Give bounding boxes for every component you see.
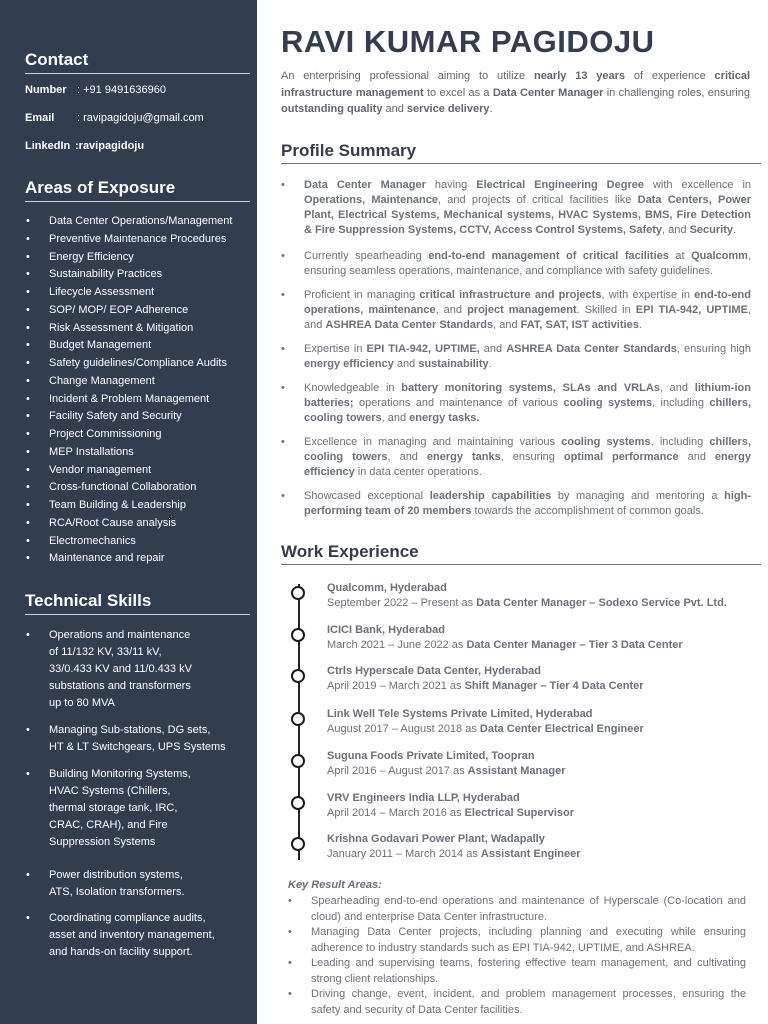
job-period: September 2022 – Present as [327,597,477,609]
area-item: • Cross-functional Collaboration [25,479,253,497]
technical-skill-line: HVAC Systems (Chillers, [49,785,171,797]
contact-email [25,112,204,124]
body-text: , and [659,382,695,394]
job-period: January 2011 – March 2014 as [327,848,481,860]
emphasis-text: service delivery [406,103,490,115]
technical-skill-line: thermal storage tank, IRC, [49,802,178,814]
emphasis-text: Data Center Manager [492,86,604,99]
technical-skill-line: • Coordinating compliance audits, [49,912,206,924]
area-item: • Project Commissioning [25,426,253,444]
body-text: Knowledgeable in [304,382,402,394]
body-text: and [393,358,419,370]
emphasis-text: nearly 13 years [533,70,626,82]
contact-number [25,84,166,96]
body-text: An enterprising professional aiming to utilize [281,70,534,82]
body-text: Proficient in managing [304,289,420,301]
job-detail [327,807,574,819]
key-result-areas-title: Key Result Areas: [288,879,382,891]
job-role: Shift Manager – Tier 4 Data Center [464,680,644,692]
area-item: • Budget Management [25,337,253,355]
timeline-node-icon [291,586,305,600]
body-text: , including [650,436,710,448]
timeline-node-icon [291,796,305,810]
area-item: • Safety guidelines/Compliance Audits [25,355,253,373]
key-result-area-item: • Spearheading end-to-end operations and maintenance of Hyperscale (Co-location and cloud) and enterprise Data Center infrastructure. [288,894,746,925]
job-detail [327,765,565,777]
job-detail [327,597,727,609]
body-text: of experience [625,70,715,82]
body-text: and [479,343,507,355]
contact-email-label: Email [25,112,55,124]
emphasis-text: cooling systems [561,436,651,448]
area-item: • Energy Efficiency [25,249,253,267]
body-text: , ensuring [500,451,564,463]
emphasis-text: EPI TIA-942, UPTIME [635,304,748,316]
contact-email-value: : ravipagidoju@gmail.com [77,112,204,124]
key-result-area-item: • Driving change, event, incident, and problem management processes, ensuring the safety and security of Data Center facilities. [288,987,746,1018]
job-detail [327,639,683,651]
area-item: • Maintenance and repair [25,550,253,568]
contact-linkedin [25,140,144,152]
timeline-node-icon [291,669,305,683]
contact-number-value: : +91 9491636960 [77,84,167,96]
emphasis-text: ASHREA Data Center Standards [506,343,677,355]
technical-skill-line: Suppression Systems [49,836,156,848]
job-company: Suguna Foods Private Limited, Toopran [327,750,535,762]
body-text: Showcased exceptional [304,490,430,502]
profile-summary-item [281,381,751,426]
timeline-node-icon [291,837,305,851]
contact-number-label: Number [25,84,67,96]
body-text: in data center operations. [354,466,482,478]
emphasis-text: energy efficiency [304,451,751,478]
emphasis-text: EPI TIA-942, UPTIME, [366,343,480,355]
area-item: • Lifecycle Assessment [25,284,253,302]
emphasis-text: chillers, cooling towers [304,436,751,463]
body-text: , and projects of critical facilities like [438,194,638,206]
body-text: , and [387,451,427,463]
contact-linkedin-value: :ravipagidoju [75,140,145,152]
body-text: . [638,319,642,331]
body-text: . [489,103,493,115]
body-text: at [668,250,692,262]
body-text: , including [652,397,710,409]
job-company: Qualcomm, Hyderabad [327,582,447,594]
area-item: • Change Management [25,373,253,391]
job-period: March 2021 – June 2022 as [327,639,467,651]
area-item: • Facility Safety and Security [25,408,253,426]
job-period: April 2019 – March 2021 as [327,680,465,692]
contact-heading: Contact [25,50,250,74]
emphasis-text: Electrical Engineering Degree [476,179,644,191]
emphasis-text: cooling systems [563,397,653,409]
body-text: Expertise in [304,343,367,355]
emphasis-text: end-to-end management of critical facilities [428,250,669,262]
area-item: • RCA/Root Cause analysis [25,515,253,533]
job-company: Krishna Godavari Power Plant, Wadapally [327,833,545,845]
job-role: Electrical Supervisor [464,807,575,819]
technical-skill-line: substations and transformers [49,680,191,692]
technical-skill-line: ATS, Isolation transformers. [49,886,185,898]
technical-skill-item [25,627,249,712]
body-text: Currently spearheading [304,250,429,262]
emphasis-text: leadership capabilities [429,490,552,502]
emphasis-text: sustainability [418,358,489,370]
area-item: • SOP/ MOP/ EOP Adherence [25,302,253,320]
technical-skill-item [25,910,249,961]
technical-skill-item [25,867,249,901]
body-text: . [488,358,492,370]
candidate-name: RAVI KUMAR PAGIDOJU [281,24,655,59]
job-role: Assistant Manager [467,765,566,777]
job-detail [327,723,644,735]
profile-summary-item [281,489,751,519]
job-detail [327,680,644,692]
technical-skill-line: • Power distribution systems, [49,869,183,881]
body-text: . [733,224,737,236]
body-text: , with expertise in [601,289,695,301]
technical-skills-heading: Technical Skills [25,591,250,615]
area-item: • Preventive Maintenance Procedures [25,231,253,249]
area-item: • Electromechanics [25,533,253,551]
emphasis-text: lithium-ion batteries; [304,382,751,409]
profile-summary-item [281,178,751,238]
technical-skill-line: and hands-on facility support. [49,946,193,958]
profile-summary-item [281,435,751,480]
areas-of-exposure-heading: Areas of Exposure [25,178,250,202]
area-item: • Team Building & Leadership [25,497,253,515]
profile-summary-heading: Profile Summary [281,141,761,164]
body-text: having [425,179,477,191]
timeline-node-icon [291,712,305,726]
body-text: towards the accomplishment of common goals. [471,505,704,517]
body-text: . Skilled in [576,304,636,316]
emphasis-text: battery monitoring systems, SLAs and VRLAs [401,382,660,394]
job-role: Assistant Engineer [480,848,581,860]
emphasis-text: energy tanks [426,451,501,463]
body-text: , ensuring seamless operations, maintenance, and compliance with safety guidelines. [304,250,751,277]
job-period: April 2016 – August 2017 as [327,765,468,777]
emphasis-text: project management [467,304,577,316]
job-company: VRV Engineers India LLP, Hyderabad [327,792,520,804]
work-experience-heading: Work Experience [281,542,761,565]
job-role: Data Center Manager – Sodexo Service Pvt. Ltd. [476,597,727,609]
main-content [257,0,768,1024]
objective-statement [281,68,750,118]
job-company: Link Well Tele Systems Private Limited, Hyderabad [327,708,593,720]
emphasis-text: Data Centers, Power Plant, Electrical Systems, Mechanical systems, HVAC Systems, BMS, Fire Detection & Fire Suppression Systems, CCTV, Access Control Systems, Safety [304,194,751,236]
area-item: • Sustainability Practices [25,266,253,284]
body-text: , and [304,304,751,331]
job-period: August 2017 – August 2018 as [327,723,480,735]
body-text: and [678,451,715,463]
body-text: , and [435,304,468,316]
job-company: Ctrls Hyperscale Data Center, Hyderabad [327,665,541,677]
emphasis-text: optimal performance [563,451,679,463]
body-text: by managing and mentoring a [551,490,725,502]
technical-skill-line: asset and inventory management, [49,929,215,941]
job-role: Data Center Electrical Engineer [479,723,644,735]
body-text: operations and maintenance of various [353,397,564,409]
emphasis-text: energy efficiency [304,358,394,370]
body-text: Excellence in managing and maintaining various [304,436,562,448]
areas-of-exposure-list [25,213,253,568]
body-text: , ensuring high [676,343,752,355]
job-period: April 2014 – March 2016 as [327,807,465,819]
job-detail [327,848,581,860]
technical-skill-line: HT & LT Switchgears, UPS Systems [49,741,226,753]
area-item: • Incident & Problem Management [25,391,253,409]
emphasis-text: outstanding quality [281,103,383,115]
area-item: • Risk Assessment & Mitigation [25,320,253,338]
key-result-area-item: • Leading and supervising teams, fostering effective team management, and cultivating strong client relationships. [288,956,746,987]
technical-skill-item [25,766,249,851]
emphasis-text: Data Center Manager [304,179,426,191]
body-text: and [382,103,407,115]
emphasis-text: Qualcomm [691,250,748,262]
emphasis-text: FAT, SAT, IST activities [520,319,639,331]
job-role: Data Center Manager – Tier 3 Data Center [466,639,683,651]
body-text: , and [662,224,690,236]
emphasis-text: chillers, cooling towers [304,397,751,424]
emphasis-text: critical infrastructure management [281,70,751,99]
timeline-node-icon [291,754,305,768]
emphasis-text: energy tasks. [409,412,480,424]
job-company: ICICI Bank, Hyderabad [327,624,445,636]
emphasis-text: ASHREA Data Center Standards [325,319,494,331]
body-text: in challenging roles, ensuring [603,86,750,99]
area-item: • MEP Installations [25,444,253,462]
technical-skill-line: • Building Monitoring Systems, [49,768,191,780]
body-text: to excel as a [423,86,493,99]
profile-summary-item [281,288,751,333]
area-item: • Data Center Operations/Management [25,213,253,231]
profile-summary-item [281,342,751,372]
sidebar [0,0,257,1024]
key-result-area-item: • Managing Data Center projects, including planning and executing while ensuring adherence to industry standards such as EPI TIA-942, UPTIME, and ASHREA. [288,925,746,956]
emphasis-text: Security [689,224,733,236]
contact-linkedin-label: LinkedIn [25,140,71,152]
area-item: • Vendor management [25,462,253,480]
technical-skill-line: 33/0.433 KV and 11/0.433 kV [49,663,192,675]
timeline-node-icon [291,628,305,642]
body-text: with excellence in [643,179,752,191]
technical-skill-line: • Managing Sub-stations, DG sets, [49,724,211,736]
technical-skill-item [25,722,249,756]
profile-summary-item [281,249,751,279]
emphasis-text: critical infrastructure and projects [419,289,602,301]
body-text: , and [493,319,521,331]
emphasis-text: Operations, Maintenance [304,194,438,206]
emphasis-text: high-performing team of 20 members [304,490,751,517]
technical-skill-line: up to 80 MVA [49,697,115,709]
technical-skill-line: of 11/132 KV, 33/11 kV, [49,646,162,658]
emphasis-text: end-to-end operations, maintenance [304,289,751,316]
technical-skill-line: CRAC, CRAH), and Fire [49,819,168,831]
body-text: , and [381,412,410,424]
technical-skill-line: • Operations and maintenance [49,629,191,641]
